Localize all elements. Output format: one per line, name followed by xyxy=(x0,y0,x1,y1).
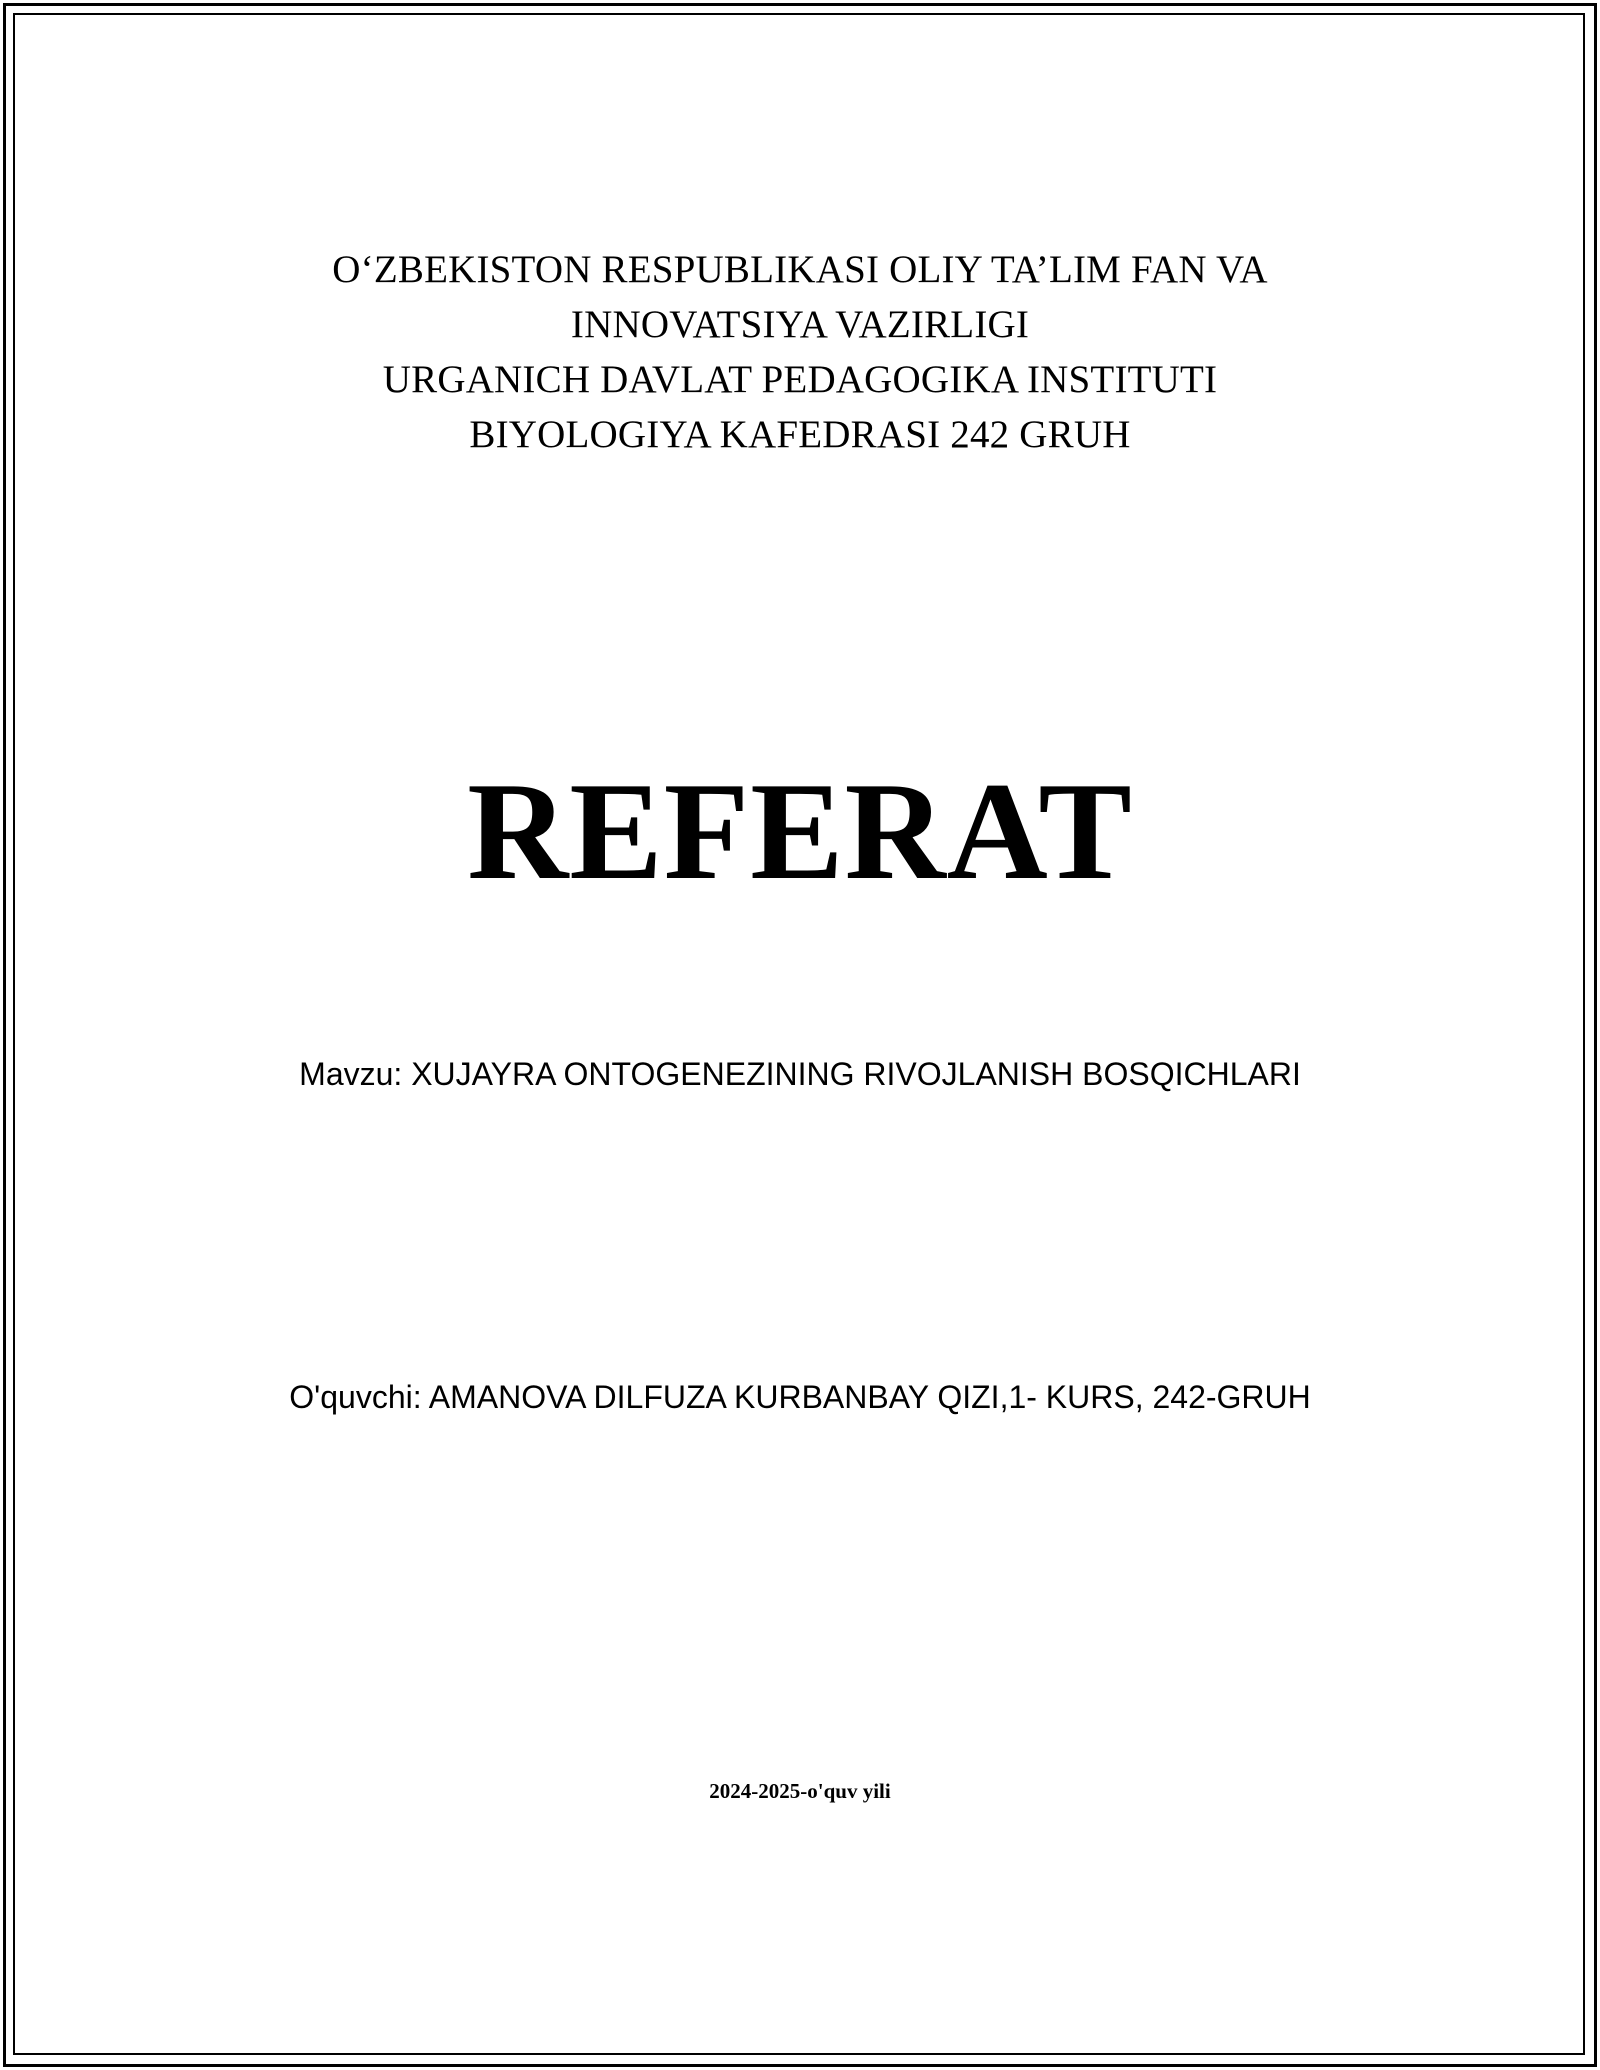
topic-line: Mavzu: XUJAYRA ONTOGENEZINING RIVOJLANISH BOSQICHLARI xyxy=(299,1056,1301,1092)
header-line-4: BIYOLOGIYA KAFEDRASI 242 GRUH xyxy=(469,413,1131,456)
header-line-3: URGANICH DAVLAT PEDAGOGIKA INSTITUTI xyxy=(382,358,1218,401)
academic-year: 2024-2025-o'quv yili xyxy=(709,1779,891,1803)
institution-header xyxy=(0,242,1600,462)
student-info: O'quvchi: AMANOVA DILFUZA KURBANBAY QIZI,1- KURS, 242-GRUH xyxy=(289,1379,1311,1415)
document-title: REFERAT xyxy=(467,754,1133,909)
header-line-2: INNOVATSIYA VAZIRLIGI xyxy=(570,303,1030,346)
header-line-1: O‘ZBEKISTON RESPUBLIKASI OLIY TA’LIM FAN VA xyxy=(332,248,1268,291)
